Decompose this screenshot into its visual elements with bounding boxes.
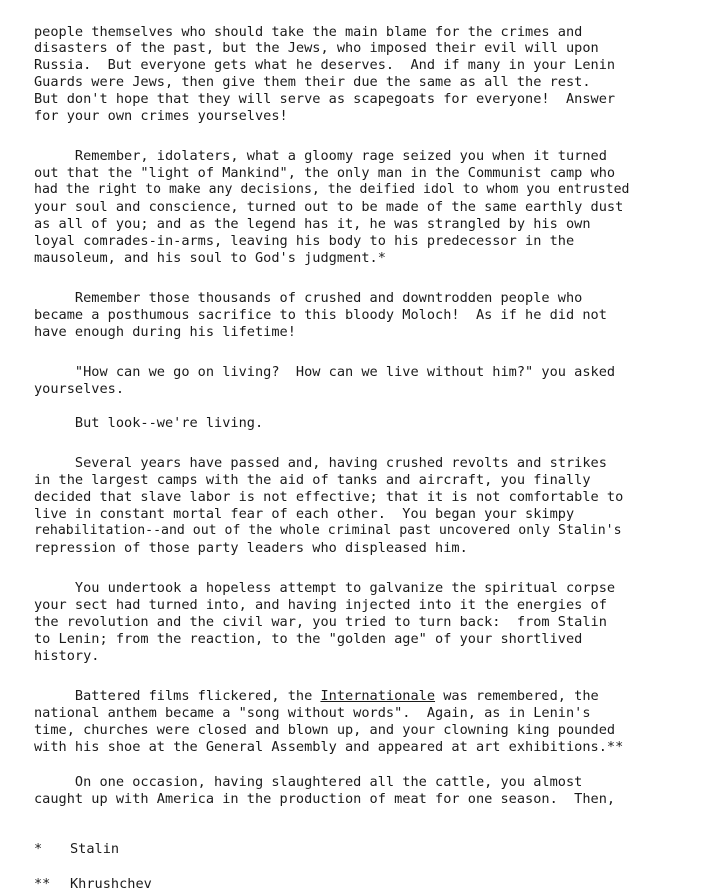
text-line: Remember, idolaters, what a gloomy rage seized you when it turned [34,148,607,164]
text-segment: was remembered, the [435,688,599,704]
text-line: your sect had turned into, and having injected into it the energies of [34,597,607,613]
text-line: history. [34,648,100,664]
text-line: yourselves. [34,381,125,397]
footnote-text: Stalin [70,841,120,857]
text-line: have enough during his lifetime! [34,324,296,340]
text-line: out that the "light of Mankind", the only man in the Communist camp who [34,165,616,181]
text-line: But look--we're living. [34,415,264,431]
text-line: But don't hope that they will serve as scapegoats for everyone! Answer [34,91,616,107]
text-line: You undertook a hopeless attempt to galvanize the spiritual corpse [34,580,616,596]
text-line: "How can we go on living? How can we live without him?" you asked [34,364,616,380]
footnote-mark: * [34,841,43,857]
text-line: live in constant mortal fear of each other. You began your skimpy [34,506,575,522]
text-line: to Lenin; from the reaction, to the "golden age" of your shortlived [34,631,583,647]
text-line: Russia. But everyone gets what he deserves. And if many in your Lenin [34,57,616,73]
text-line: Several years have passed and, having crushed revolts and strikes [34,455,607,471]
text-line: loyal comrades-in-arms, leaving his body to his predecessor in the [34,233,575,249]
text-line: rehabilitation--and out of the whole criminal past uncovered only Stalin's [34,523,622,538]
text-line: Remember those thousands of crushed and downtrodden people who [34,290,583,306]
text-segment: Battered films flickered, the [34,688,321,704]
text-line: as all of you; and as the legend has it, he was strangled by his own [34,216,591,232]
text-line: disasters of the past, but the Jews, who imposed their evil will upon [34,40,599,56]
footnote-mark: ** [34,876,51,892]
text-line: became a posthumous sacrifice to this bloody Moloch! As if he did not [34,307,607,323]
text-line: your soul and conscience, turned out to be made of the same earthly dust [34,199,624,215]
text-line: with his shoe at the General Assembly and appeared at art exhibitions.** [34,739,624,755]
text-line: mausoleum, and his soul to God's judgment.* [34,250,386,266]
text-line: people themselves who should take the main blame for the crimes and [34,24,583,40]
text-line: national anthem became a "song without words". Again, as in Lenin's [34,705,591,721]
text-line: decided that slave labor is not effective; that it is not comfortable to [34,489,624,505]
text-line: the revolution and the civil war, you tried to turn back: from Stalin [34,614,607,630]
text-line: for your own crimes yourselves! [34,108,288,124]
text-line: repression of those party leaders who displeased him. [34,540,468,556]
text-line: caught up with America in the production of meat for one season. Then, [34,791,616,807]
underlined-title: Internationale [320,688,436,704]
text-line: time, churches were closed and blown up, and your clowning king pounded [34,722,616,738]
text-line: Guards were Jews, then give them their due the same as all the rest. [34,74,591,90]
text-line: had the right to make any decisions, the deified idol to whom you entrusted [34,182,630,197]
text-line: in the largest camps with the aid of tanks and aircraft, you finally [34,472,591,488]
text-line-with-underline [34,688,599,704]
footnote-text: Khrushchev [70,876,152,892]
text-line: On one occasion, having slaughtered all the cattle, you almost [34,774,583,790]
